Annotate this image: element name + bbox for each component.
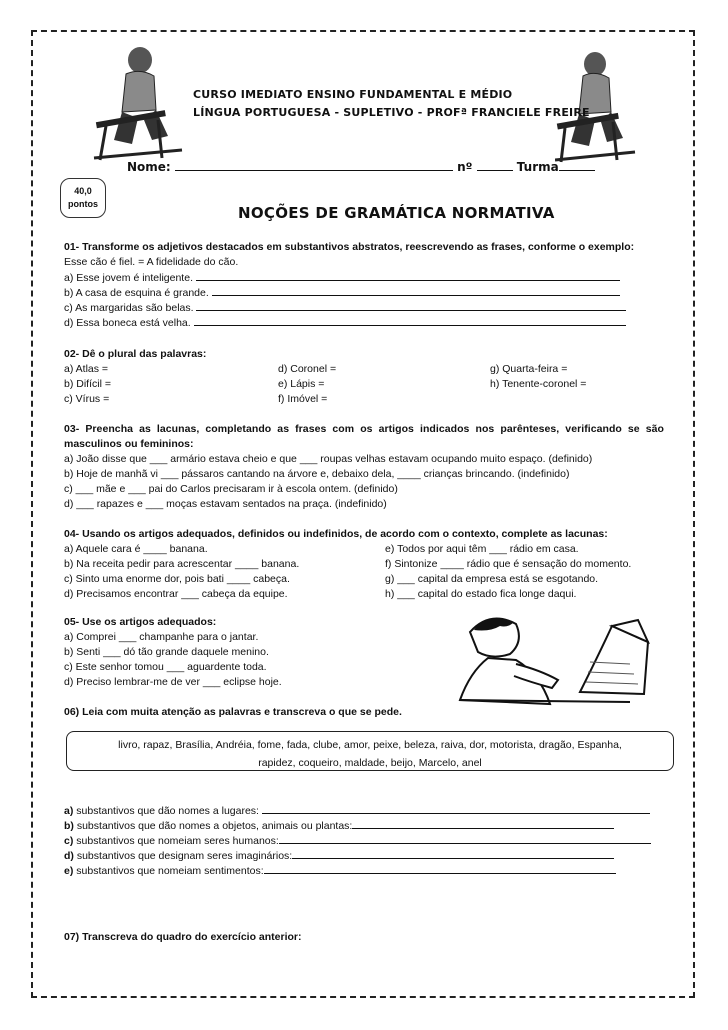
q4-item-d: d) Precisamos encontrar ___ cabeça da equipe. <box>64 588 288 600</box>
q6-item-c: substantivos que nomeiam seres humanos: <box>76 835 279 847</box>
q4-item-h: h) ___ capital do estado fica longe daqui. <box>385 588 577 600</box>
q2-item-a: a) Atlas = <box>64 363 109 375</box>
q1-item-a: a) Esse jovem é inteligente. <box>64 272 193 284</box>
q4-item-f: f) Sintonize ____ rádio que é sensação do momento. <box>385 558 632 570</box>
q4-item-a: a) Aquele cara é ____ banana. <box>64 543 208 555</box>
q6-answer-a[interactable] <box>262 803 650 814</box>
q1-example: Esse cão é fiel. = A fidelidade do cão. <box>64 256 239 268</box>
q4-item-e: e) Todos por aqui têm ___ rádio em casa. <box>385 543 579 555</box>
q6-letter-b: b) <box>64 820 74 832</box>
q3-item-c: c) ___ mãe e ___ pai do Carlos precisaram ir à escola ontem. (definido) <box>64 483 398 495</box>
class-field[interactable] <box>559 160 595 171</box>
q2-item-h: h) Tenente-coronel = <box>490 378 587 390</box>
q3-title-line2: masculinos ou femininos: <box>64 438 194 450</box>
q5-item-c: c) Este senhor tomou ___ aguardente toda. <box>64 661 267 673</box>
student-left-illustration <box>92 40 188 164</box>
q6-letter-e: e) <box>64 865 74 877</box>
q6-letter-c: c) <box>64 835 74 847</box>
q1-answer-a[interactable] <box>196 270 620 281</box>
q7-title: 07) Transcreva do quadro do exercício anterior: <box>64 931 302 943</box>
q5-item-d: d) Preciso lembrar-me de ver ___ eclipse hoje. <box>64 676 282 688</box>
q2-item-b: b) Difícil = <box>64 378 111 390</box>
word-box-line1: livro, rapaz, Brasília, Andréia, fome, fada, clube, amor, peixe, beleza, raiva, dor, motorista, dragão, Espanha, <box>118 739 622 751</box>
word-box-line2: rapidez, coqueiro, maldade, beijo, Marcelo, anel <box>258 757 482 769</box>
q6-answer-d[interactable] <box>292 848 614 859</box>
section-title: NOÇÕES DE GRAMÁTICA NORMATIVA <box>238 204 555 222</box>
number-label: nº <box>457 160 473 174</box>
q6-item-d: substantivos que designam seres imaginários: <box>76 850 293 862</box>
q2-title: 02- Dê o plural das palavras: <box>64 348 207 360</box>
q6-answer-c[interactable] <box>279 833 651 844</box>
q4-item-b: b) Na receita pedir para acrescentar ____ banana. <box>64 558 300 570</box>
q3-item-b: b) Hoje de manhã vi ___ pássaros cantando na árvore e, debaixo dela, ____ crianças brincando. (indefinido) <box>64 468 570 480</box>
q6-item-e: substantivos que nomeiam sentimentos: <box>76 865 264 877</box>
q5-item-b: b) Senti ___ dó tão grande daquele menino. <box>64 646 269 658</box>
points-value: 40,0 <box>74 186 92 196</box>
student-right-illustration <box>555 44 641 166</box>
points-unit: pontos <box>68 199 98 209</box>
q1-title: 01- Transforme os adjetivos destacados em substantivos abstratos, reescrevendo as frases, conforme o exemplo: <box>64 241 635 253</box>
q2-item-e: e) Lápis = <box>278 378 325 390</box>
q6-answer-b[interactable] <box>352 818 614 829</box>
q1-answer-b[interactable] <box>212 285 620 296</box>
q6-item-a: substantivos que dão nomes a lugares: <box>76 805 259 817</box>
word-box <box>66 731 674 771</box>
q3-item-d: d) ___ rapazes e ___ moças estavam sentados na praça. (indefinido) <box>64 498 387 510</box>
q6-answer-e[interactable] <box>264 863 616 874</box>
header-course: LÍNGUA PORTUGUESA - SUPLETIVO - PROFª FRANCIELE FREIRE <box>193 106 590 119</box>
q2-item-g: g) Quarta-feira = <box>490 363 568 375</box>
q3-item-a: a) João disse que ___ armário estava cheio e que ___ roupas velhas estavam ocupando muito espaço. (definido) <box>64 453 593 465</box>
q1-answer-c[interactable] <box>196 300 626 311</box>
q5-title: 05- Use os artigos adequados: <box>64 616 217 628</box>
q6-item-b: substantivos que dão nomes a objetos, animais ou plantas: <box>76 820 353 832</box>
name-label: Nome: <box>127 160 171 174</box>
q3-title-line1: 03- Preencha as lacunas, completando as frases com os artigos indicados nos parênteses, verificando se são <box>64 423 664 435</box>
q1-item-d: d) Essa boneca está velha. <box>64 317 191 329</box>
q5-item-a: a) Comprei ___ champanhe para o jantar. <box>64 631 259 643</box>
points-badge <box>60 178 106 218</box>
q1-item-b: b) A casa de esquina é grande. <box>64 287 209 299</box>
header-school: CURSO IMEDIATO ENSINO FUNDAMENTAL E MÉDIO <box>193 88 513 101</box>
q6-letter-d: d) <box>64 850 74 862</box>
q2-item-d: d) Coronel = <box>278 363 337 375</box>
q2-item-c: c) Vírus = <box>64 393 110 405</box>
name-field[interactable] <box>175 160 453 171</box>
writing-man-illustration <box>430 602 660 714</box>
q2-item-f: f) Imóvel = <box>278 393 328 405</box>
q6-letter-a: a) <box>64 805 74 817</box>
q1-item-c: c) As margaridas são belas. <box>64 302 194 314</box>
q4-item-g: g) ___ capital da empresa está se esgotando. <box>385 573 599 585</box>
q4-title: 04- Usando os artigos adequados, definidos ou indefinidos, de acordo com o contexto, complete as lacunas: <box>64 528 608 540</box>
q1-answer-d[interactable] <box>194 315 626 326</box>
number-field[interactable] <box>477 160 513 171</box>
name-line <box>127 160 595 174</box>
q6-title: 06) Leia com muita atenção as palavras e transcreva o que se pede. <box>64 706 402 718</box>
q4-item-c: c) Sinto uma enorme dor, pois bati ____ cabeça. <box>64 573 290 585</box>
class-label: Turma <box>516 160 559 174</box>
